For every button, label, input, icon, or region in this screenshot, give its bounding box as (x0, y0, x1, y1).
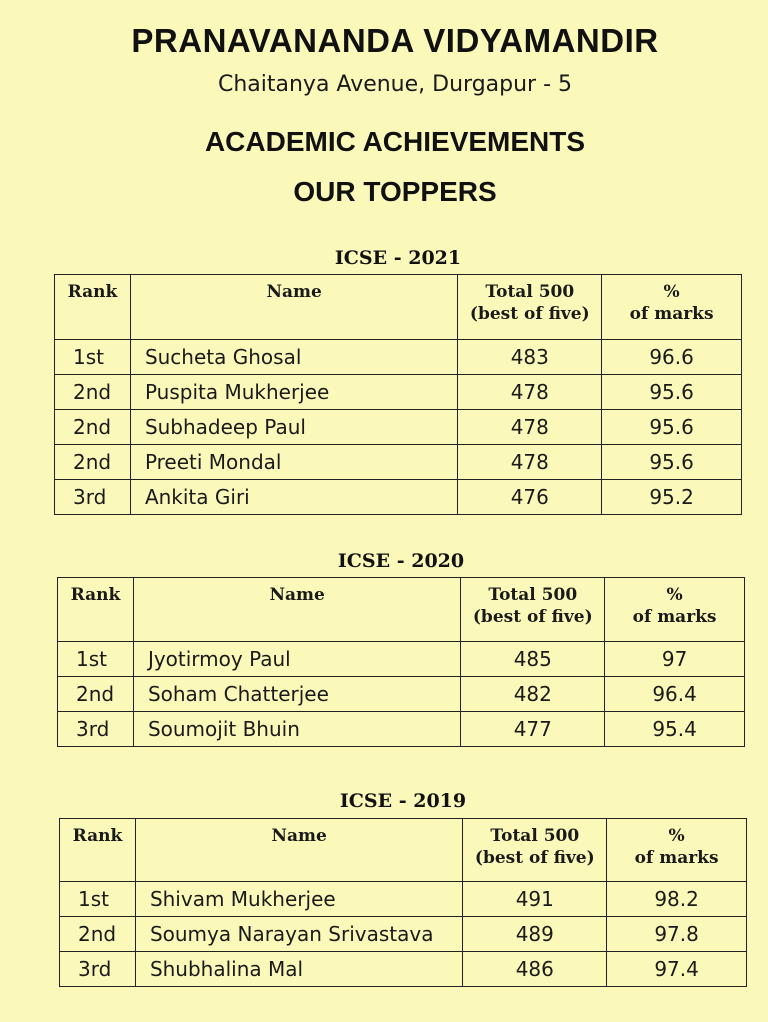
rank-cell: 2nd (55, 375, 131, 410)
name-cell: Jyotirmoy Paul (133, 642, 460, 677)
column-header-rank: Rank (58, 578, 134, 642)
rank-cell: 1st (55, 340, 131, 375)
percent-cell: 96.6 (602, 340, 742, 375)
name-cell: Ankita Giri (130, 480, 457, 515)
name-cell: Puspita Mukherjee (130, 375, 457, 410)
total-cell: 478 (458, 410, 602, 445)
table-row (58, 712, 745, 747)
percent-cell: 95.6 (602, 445, 742, 480)
heading-our-toppers: OUR TOPPERS (293, 176, 497, 207)
rank-cell: 1st (60, 882, 136, 917)
table-row (55, 445, 742, 480)
column-header-total: Total 500 (best of five) (463, 819, 607, 882)
percent-cell: 95.6 (602, 410, 742, 445)
rank-cell: 3rd (60, 952, 136, 987)
column-header-total: Total 500 (best of five) (458, 275, 602, 340)
table-row (58, 642, 745, 677)
heading-academic-achievements: ACADEMIC ACHIEVEMENTS (204, 126, 586, 157)
total-cell: 486 (463, 952, 607, 987)
total-cell: 482 (461, 677, 605, 712)
column-header-rank: Rank (60, 819, 136, 882)
percent-cell: 96.4 (605, 677, 745, 712)
column-header-percent: % of marks (602, 275, 742, 340)
exam-title-2019: ICSE - 2019 (339, 790, 467, 812)
total-cell: 478 (458, 445, 602, 480)
column-header-name: Name (133, 578, 460, 642)
total-cell: 476 (458, 480, 602, 515)
table-row (58, 677, 745, 712)
results-table-2019 (59, 818, 747, 987)
percent-cell: 95.2 (602, 480, 742, 515)
results-table-2020 (57, 577, 745, 747)
total-cell: 477 (461, 712, 605, 747)
rank-cell: 2nd (58, 677, 134, 712)
name-cell: Shivam Mukherjee (135, 882, 462, 917)
percent-cell: 97.4 (607, 952, 747, 987)
results-table-2021 (54, 274, 742, 515)
name-cell: Soham Chatterjee (133, 677, 460, 712)
column-header-name: Name (135, 819, 462, 882)
table-header-row (58, 578, 745, 642)
rank-cell: 3rd (55, 480, 131, 515)
table-row (55, 410, 742, 445)
percent-cell: 97.8 (607, 917, 747, 952)
exam-title-2020: ICSE - 2020 (337, 550, 465, 572)
name-cell: Soumojit Bhuin (133, 712, 460, 747)
school-name: PRANAVANANDA VIDYAMANDIR (131, 22, 659, 59)
exam-title-2021: ICSE - 2021 (334, 247, 462, 269)
rank-cell: 2nd (60, 917, 136, 952)
total-cell: 491 (463, 882, 607, 917)
column-header-rank: Rank (55, 275, 131, 340)
column-header-percent: % of marks (607, 819, 747, 882)
name-cell: Preeti Mondal (130, 445, 457, 480)
table-header-row (60, 819, 747, 882)
total-cell: 489 (463, 917, 607, 952)
rank-cell: 2nd (55, 410, 131, 445)
table-row (60, 952, 747, 987)
rank-cell: 2nd (55, 445, 131, 480)
total-cell: 478 (458, 375, 602, 410)
rank-cell: 3rd (58, 712, 134, 747)
total-cell: 485 (461, 642, 605, 677)
percent-cell: 98.2 (607, 882, 747, 917)
table-row (60, 882, 747, 917)
table-row (55, 340, 742, 375)
column-header-percent: % of marks (605, 578, 745, 642)
name-cell: Sucheta Ghosal (130, 340, 457, 375)
name-cell: Soumya Narayan Srivastava (135, 917, 462, 952)
column-header-name: Name (130, 275, 457, 340)
table-row (60, 917, 747, 952)
rank-cell: 1st (58, 642, 134, 677)
name-cell: Shubhalina Mal (135, 952, 462, 987)
percent-cell: 95.4 (605, 712, 745, 747)
table-row (55, 375, 742, 410)
total-cell: 483 (458, 340, 602, 375)
table-header-row (55, 275, 742, 340)
percent-cell: 97 (605, 642, 745, 677)
table-row (55, 480, 742, 515)
column-header-total: Total 500 (best of five) (461, 578, 605, 642)
percent-cell: 95.6 (602, 375, 742, 410)
name-cell: Subhadeep Paul (130, 410, 457, 445)
school-address: Chaitanya Avenue, Durgapur - 5 (217, 72, 573, 97)
